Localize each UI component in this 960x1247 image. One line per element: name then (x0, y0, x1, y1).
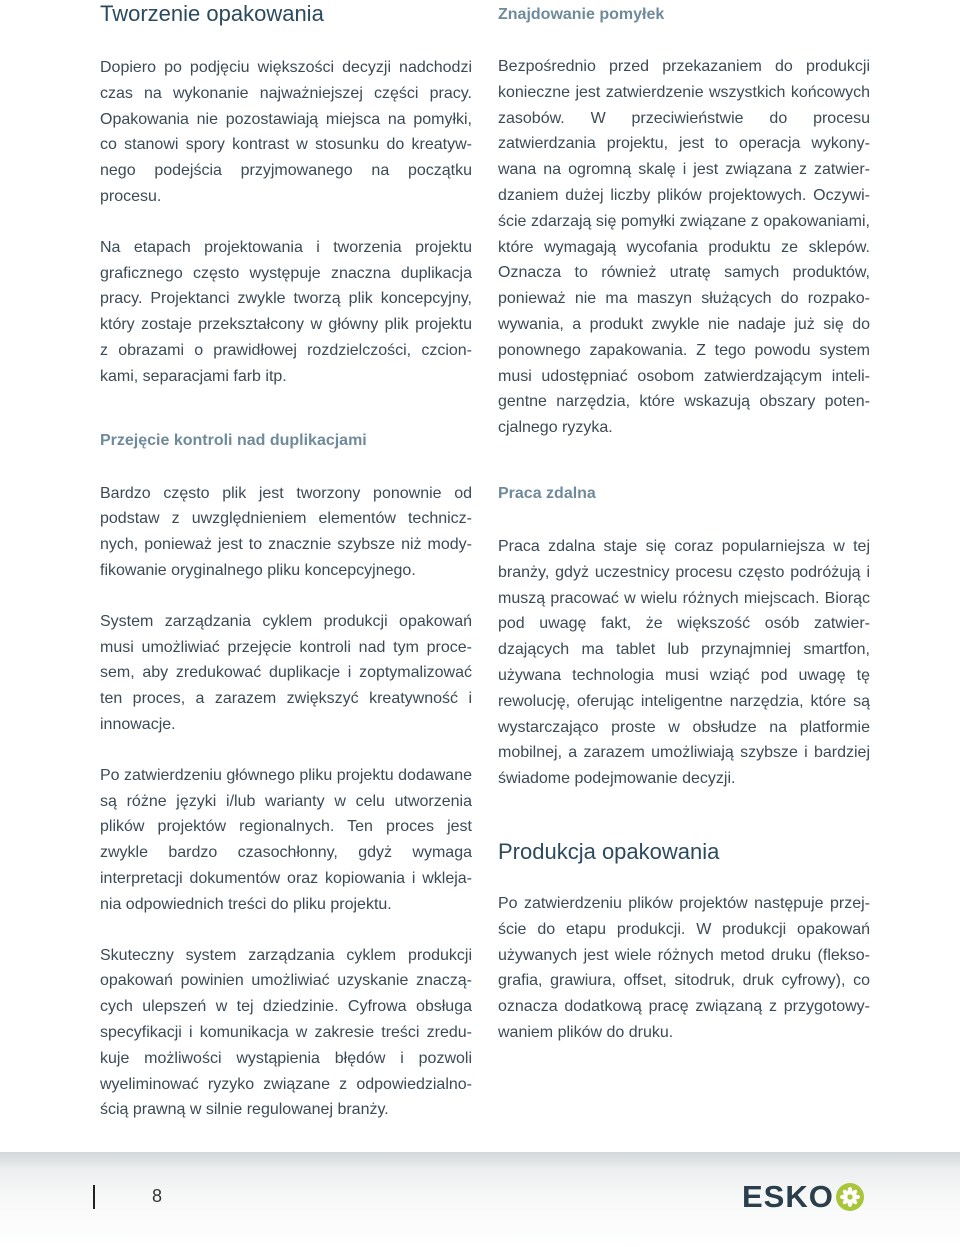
paragraph-intro: Dopiero po podjęciu większości decyzji nadchodzi czas na wykonanie najważniejszej części pracy. Opakowania nie pozostawiają miejsca na pomyłki, co stanowi spory kontrast w stosunku do kreatywnego podejścia przyjmowanego na początku procesu. (100, 59, 472, 205)
heading-produkcja-opakowania: Produkcja opakowania (498, 838, 720, 864)
paragraph-praca-zdalna: Praca zdalna staje się coraz popularniejsza w tej branży, gdyż uczestnicy procesu często podróżują i muszą pracować w wielu różnych miejscach. Biorąc pod uwagę fakt, że większość osób zatwierdzających ma tablet lub przynajmniej smartfon, używana technologia musi wziąć pod uwagę tę rewolucję, oferując inteligentne narzędzia, które są wystarczająco proste w obsłudze na platformie mobilnej, a zarazem umożliwiają szybsze i bardziej świadome podejmowanie decyzji. (498, 537, 870, 788)
logo-text: ESKO (742, 1179, 834, 1214)
heading-praca-zdalna: Praca zdalna (498, 484, 596, 502)
footer-divider (93, 1185, 95, 1209)
paragraph-produkcja-opakowania: Po zatwierdzeniu plików projektów następuje przejście do etapu produkcji. W produkcji opakowań używanych jest wiele różnych metod druku (fleksografia, grawiura, offset, sitodruk, druk cyfrowy), co oznacza dodatkową pracę związaną z przygotowywaniem plików do druku. (498, 894, 870, 1041)
paragraph-od-podstaw: Bardzo często plik jest tworzony ponownie od podstaw z uwzględnieniem elementów technicznych, ponieważ jest to znacznie szybsze niż modyfikowanie oryginalnego pliku koncepcyjnego. (100, 484, 472, 579)
paragraph-duplikacja: Na etapach projektowania i tworzenia projektu graficznego często występuje znaczna duplikacja pracy. Projektanci zwykle tworzą plik koncepcyjny, który zostaje przekształcony w główny plik projektu z obrazami o prawidłowej rozdzielczości, czcionkami, separacjami farb itp. (100, 238, 472, 385)
esko-flower-icon-svg (839, 1186, 861, 1208)
paragraph-system-zarzadzania: System zarządzania cyklem produkcji opakowań musi umożliwiać przejęcie kontroli nad tym procesem, aby zredukować duplikacje i zoptymalizować ten proces, a zarazem zwiększyć kreatywność i innowacje. (100, 612, 472, 733)
right-column (498, 0, 870, 1046)
esko-flower-icon (836, 1183, 864, 1211)
heading-tworzenie-opakowania: Tworzenie opakowania (100, 1, 324, 26)
page-number: 8 (152, 1186, 163, 1206)
paragraph-jezyki-warianty: Po zatwierdzeniu głównego pliku projektu dodawane są różne języki i/lub warianty w celu utworzenia plików projektów regionalnych. Ten proces jest zwykle bardzo czasochłonny, gdyż wymaga interpretacji dokumentów oraz kopiowania i wklejania odpowiednich treści do pliku projektu. (100, 766, 472, 913)
paragraph-znajdowanie-pomylek: Bezpośrednio przed przekazaniem do produkcji konieczne jest zatwierdzenie wszystkich końcowych zasobów. W przeciwieństwie do procesu zatwierdzania projektu, jest to operacja wykonywana na ogromną skalę i jest związana z zatwierdzaniem dużej liczby plików projektowych. Oczywiście zdarzają się pomyłki związane z opakowaniami, które wymagają wycofania produktu ze sklepów. Oznacza to również utratę samych produktów, ponieważ nie ma maszyn służących do rozpakowywania, a produkt zwykle nie nadaje już się do ponownego zapakowania. Z tego powodu system musi udostępniać osobom zatwierdzającym inteligentne narzędzia, które wskazują obszary potencjalnego ryzyka. (498, 58, 870, 437)
esko-logo (742, 1179, 864, 1214)
left-column (100, 0, 472, 1123)
paragraph-skuteczny-system: Skuteczny system zarządzania cyklem produkcji opakowań powinien umożliwiać uzyskanie znaczących ulepszeń w tej dziedzinie. Cyfrowa obsługa specyfikacji i komunikacja w zakresie treści zredukuje możliwości wystąpienia błędów i pozwoli wyeliminować ryzyko związane z odpowiedzialnością prawną w silnie regulowanej branży. (100, 946, 472, 1119)
heading-znajdowanie-pomylek: Znajdowanie pomyłek (498, 6, 665, 23)
subheading-przejecie-kontroli: Przejęcie kontroli nad duplikacjami (100, 431, 367, 449)
